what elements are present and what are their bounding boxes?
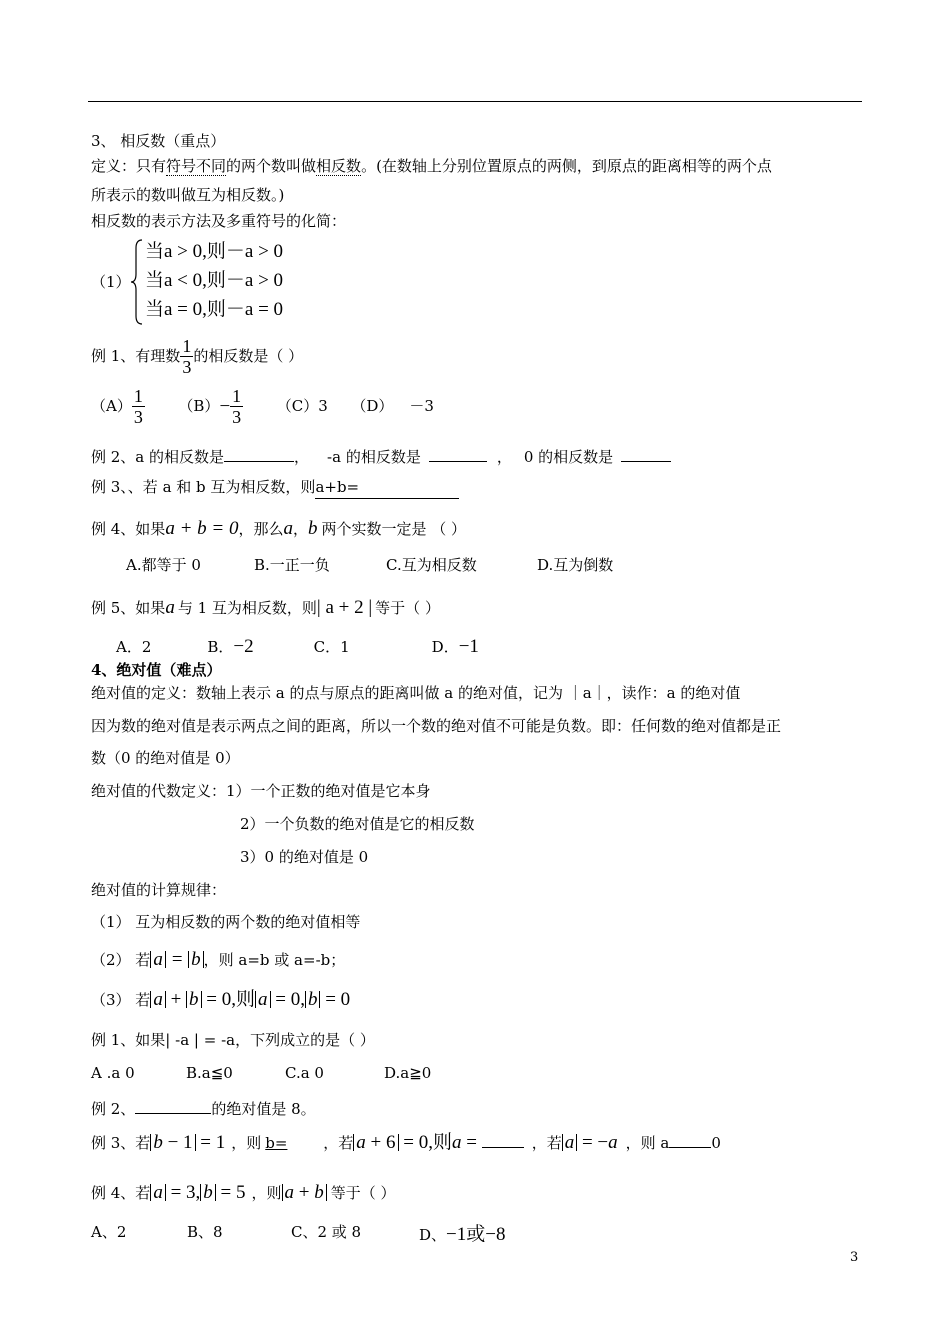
ex5-option-b-value: −2: [233, 636, 254, 657]
ex3-answer: [315, 480, 459, 499]
abs-ex4-text-c: 等于（ ）: [330, 1184, 396, 1202]
ex2-text-d: ，: [496, 448, 512, 466]
ex1-opt-b-num: 1: [232, 386, 242, 406]
example-4: [91, 519, 466, 538]
ex1-frac-den: 3: [182, 357, 192, 377]
abs-ex4-option-d-value: −1或−8: [446, 1224, 506, 1245]
ex5-var-a: a: [165, 597, 175, 618]
ex1-opt-a-label: （A）: [91, 397, 132, 415]
case-brace: [130, 238, 144, 326]
ex1-opt-d-value: －3: [409, 397, 434, 415]
abs-example-1: 例 1、如果| -a | = -a，下列成立的是（ ）: [91, 1031, 375, 1049]
header-rule: [88, 101, 862, 102]
example-5: [91, 598, 440, 617]
abs-ex4-expression: a + b: [282, 1182, 327, 1203]
ex4-option-c: C.互为相反数: [386, 556, 477, 574]
abs-algebraic-def-2: 2）一个负数的绝对值是它的相反数: [240, 815, 475, 833]
ex2-blank-3: [621, 447, 671, 462]
example-3: [91, 480, 459, 499]
example-1-options: [91, 386, 434, 427]
ex5-options: [116, 637, 479, 656]
abs-algebraic-def-3: 3）0 的绝对值是 0: [240, 848, 369, 866]
ex3-text: 例 3、、若 a 和 b 互为相反数，则: [91, 478, 316, 496]
abs-ex4-option-d: [419, 1225, 505, 1244]
abs-ex3-text-d: ，若: [531, 1134, 562, 1152]
abs-ex3-eq-2: a + 6 = 0,则a =: [353, 1132, 481, 1153]
abs-ex3-blank-a: [482, 1133, 524, 1148]
abs-definition: 绝对值的定义：数轴上表示 a 的点与原点的距离叫做 a 的绝对值，记为 ｜a｜，读作：a 的绝对值: [91, 684, 741, 702]
ex4-option-d: D.互为倒数: [537, 556, 614, 574]
abs-rule-3: [91, 990, 350, 1009]
abs-ex4-option-b: B、8: [187, 1223, 223, 1241]
abs-ex2-blank: [135, 1099, 211, 1114]
abs-ex3-blank-b: b=: [265, 1134, 288, 1152]
section-4-title: 4、绝对值（难点）: [91, 661, 222, 679]
representation-heading: 相反数的表示方法及多重符号的化简：: [91, 212, 347, 230]
ex1-opt-c: （C）3: [276, 397, 328, 415]
abs-ex1-option-d: D.a≧0: [384, 1064, 432, 1082]
def-text-3: 。(在数轴上分别位置原点的两侧，到原点的距离相等的两个点: [361, 157, 772, 175]
ex4-text-b: ，那么: [238, 520, 284, 538]
abs-ex2-text-b: 的绝对值是 8。: [211, 1100, 316, 1118]
ex5-text-a: 例 5、如果: [91, 599, 166, 617]
abs-ex4-condition: a = 3, b = 5: [150, 1182, 245, 1203]
section-3-title: 3、 相反数（重点）: [91, 132, 226, 150]
ex4-text-a: 例 4、如果: [91, 520, 166, 538]
abs-ex1-option-a: A .a 0: [91, 1064, 135, 1082]
case-label: （1）: [91, 273, 131, 291]
ex4-option-b: B.一正一负: [254, 556, 330, 574]
abs-example-2: [91, 1099, 316, 1117]
case-1: 当a > 0,则－a > 0: [145, 241, 284, 262]
ex5-option-a: A．2: [116, 638, 152, 656]
abs-ex4-text-b: ，则: [251, 1184, 282, 1202]
abs-ex3-eq-3: a = −a: [562, 1132, 618, 1153]
rule2-equation: a = b: [150, 949, 203, 970]
rule2-label: （2） 若: [91, 951, 151, 969]
page-number: 3: [850, 1250, 859, 1265]
def-text-1: 定义：只有: [91, 157, 167, 175]
ex4-equation: a + b = 0: [165, 518, 239, 539]
abs-reason-line-1: 因为数的绝对值是表示两点之间的距离，所以一个数的绝对值不可能是负数。即：任何数的绝对值都是正: [91, 717, 782, 735]
abs-example-4: [91, 1183, 396, 1202]
abs-ex1-option-b: B.a≦0: [186, 1064, 233, 1082]
def-term-opposite: 相反数: [316, 157, 362, 175]
ex1-opt-b-den: 3: [232, 407, 242, 427]
ex5-option-d-value: −1: [458, 636, 479, 657]
rule2-tail: ，则 a=b 或 a=-b；: [203, 951, 346, 969]
abs-ex2-text-a: 例 2、: [91, 1100, 136, 1118]
ex5-abs-expression: | a + 2 |: [316, 597, 373, 618]
ex1-opt-b-fraction: [230, 386, 243, 427]
case-3: 当a = 0,则－a = 0: [145, 299, 284, 320]
abs-ex1-option-c: C.a 0: [285, 1064, 324, 1082]
ex1-frac-num: 1: [182, 336, 192, 356]
ex1-text-a: 例 1、有理数: [91, 347, 181, 365]
abs-ex3-text-b: ，则: [231, 1134, 262, 1152]
rule3-label: （3） 若: [91, 991, 151, 1009]
ex2-text-b: ，: [294, 448, 310, 466]
ex5-option-b-label: B．: [207, 638, 234, 656]
abs-ex4-option-c: C、2 或 8: [291, 1223, 362, 1241]
abs-ex4-option-a: A、2: [91, 1223, 127, 1241]
ex4-option-a: A.都等于 0: [126, 556, 201, 574]
ex4-var-a: a: [283, 518, 293, 539]
ex4-text-d: 两个实数一定是 （ ）: [321, 520, 467, 538]
abs-rule-1: （1） 互为相反数的两个数的绝对值相等: [91, 913, 361, 931]
abs-ex3-text-e: ，则 a: [625, 1134, 670, 1152]
abs-ex4-option-d-label: D、: [419, 1226, 447, 1244]
abs-ex3-text-a: 例 3、若: [91, 1134, 151, 1152]
ex3-answer-label: a+b=: [315, 478, 360, 496]
rule3-equation: a + b = 0,则 a = 0, b = 0: [150, 989, 350, 1010]
abs-algebraic-def-1: 绝对值的代数定义：1）一个正数的绝对值是它本身: [91, 782, 431, 800]
abs-ex4-text-a: 例 4、若: [91, 1184, 151, 1202]
ex2-blank-2: [429, 447, 487, 462]
ex1-opt-d-label: （D）: [351, 397, 394, 415]
def-text-2: 的两个数叫做: [226, 157, 317, 175]
abs-ex3-blank-rel: [669, 1133, 711, 1148]
case-2: 当a < 0,则－a > 0: [145, 270, 284, 291]
ex1-text-b: 的相反数是（ ）: [193, 347, 304, 365]
abs-ex3-text-f: 0: [711, 1134, 721, 1152]
ex1-opt-b-sign: −: [219, 396, 231, 417]
definition-line-1: [91, 159, 772, 174]
abs-reason-line-2: 数（0 的绝对值是 0）: [91, 749, 240, 767]
def-term-sign: 符号不同: [166, 157, 227, 175]
ex5-option-d-label: D．: [431, 638, 459, 656]
abs-ex3-eq-1: b − 1 = 1: [150, 1132, 225, 1153]
abs-rules-title: 绝对值的计算规律：: [91, 881, 227, 899]
ex5-option-c: C．1: [313, 638, 350, 656]
definition-line-2: 所表示的数叫做互为相反数。): [91, 186, 285, 204]
ex1-opt-a-den: 3: [133, 407, 143, 427]
abs-rule-2: [91, 950, 345, 969]
abs-example-3: [91, 1133, 721, 1152]
ex1-opt-a-num: 1: [133, 386, 143, 406]
ex2-blank-1: [224, 447, 294, 462]
abs-ex3-text-c: ，若: [323, 1134, 354, 1152]
ex2-text-c: -a 的相反数是: [327, 448, 421, 466]
ex2-text-a: 例 2、a 的相反数是: [91, 448, 225, 466]
ex5-text-c: 等于（ ）: [375, 599, 440, 617]
example-1: [91, 336, 303, 377]
ex1-opt-b-label: （B）: [178, 397, 220, 415]
ex1-fraction: [180, 336, 193, 377]
ex1-opt-a-fraction: [132, 386, 145, 427]
ex5-text-b: 与 1 互为相反数，则: [177, 599, 317, 617]
ex4-text-c: ，: [292, 520, 308, 538]
ex2-text-e: 0 的相反数是: [523, 448, 614, 466]
ex4-var-b: b: [308, 518, 318, 539]
example-2: [91, 447, 671, 465]
